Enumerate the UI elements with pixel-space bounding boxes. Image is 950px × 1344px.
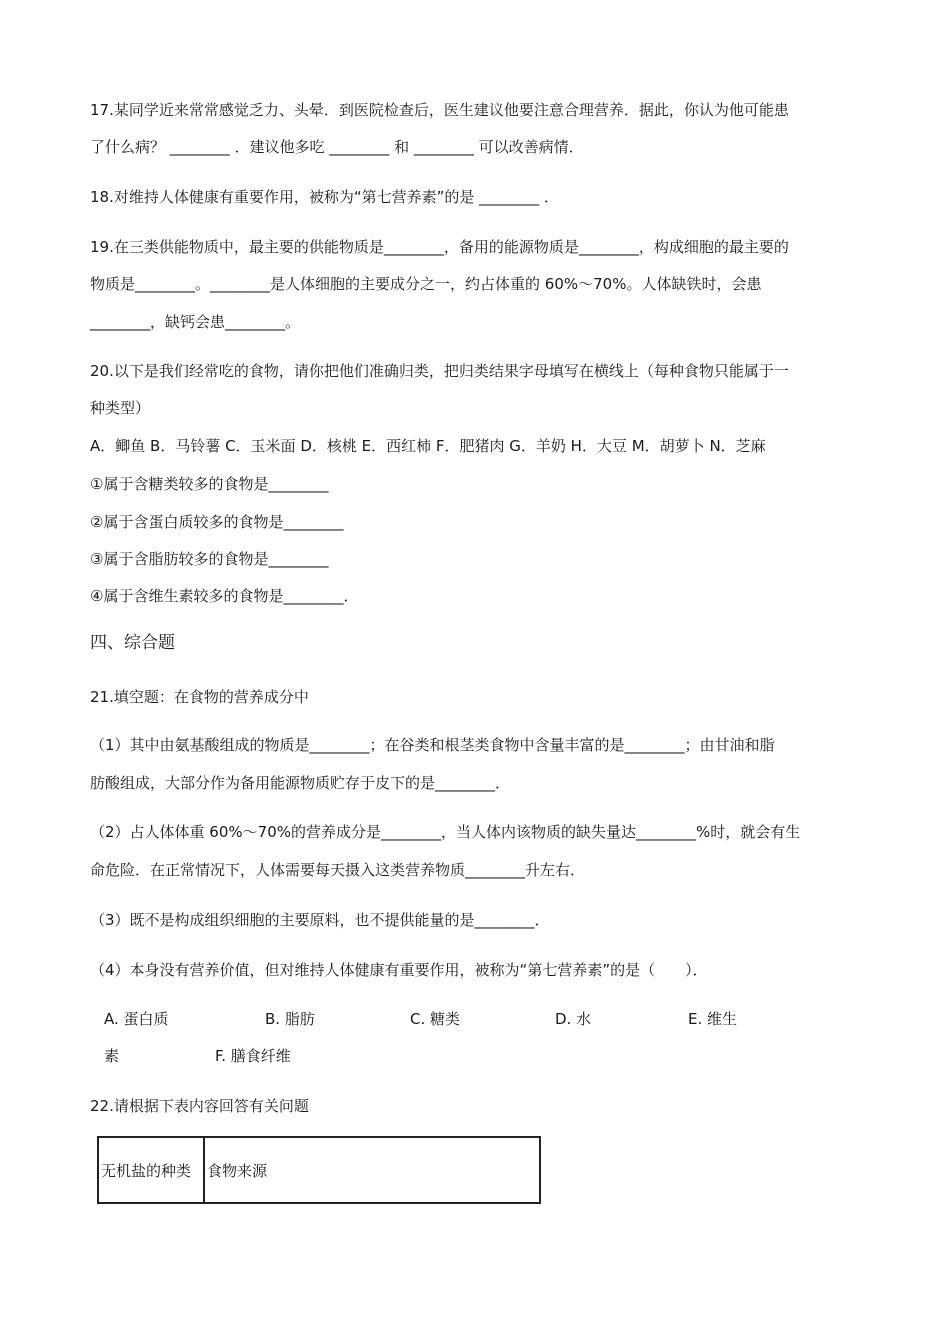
option-f: F. 膳食纤维 [215,1047,291,1065]
option-e: E. 维生 [688,1010,738,1028]
q21-part2-line-2: 命危险．在正常情况下，人体需要每天摄入这类营养物质________升左右． [90,861,586,879]
q17-line-2: 了什么病？ ________ ．建议他多吃 ________ 和 ________ 可以改善病情． [90,138,584,156]
q20-line-2: 种类型） [90,399,151,417]
mineral-table [97,1136,541,1204]
table-row [98,1137,540,1203]
q19-line-3: ________，缺钙会患________。 [90,313,301,331]
q19-line-2: 物质是________。________是人体细胞的主要成分之一，约占体重的 60%～70%。人体缺铁时，会患 [90,275,762,293]
q20-item-3: ③属于含脂肪较多的食物是________ [90,550,329,568]
q21-part3-line: （3）既不是构成组织细胞的主要原料，也不提供能量的是________． [90,911,550,929]
option-c: C. 糖类 [410,1010,461,1028]
q20-item-2: ②属于含蛋白质较多的食物是________ [90,513,344,531]
option-d: D. 水 [555,1010,592,1028]
q20-foods: A．鲫鱼 B．马铃薯 C．玉米面 D．核桃 E．西红柿 F．肥猪肉 G．羊奶 H．大豆 M．胡萝卜 N．芝麻 [90,437,766,455]
q22-title: 22.请根据下表内容回答有关问题 [90,1097,309,1115]
section-title: 四、综合题 [90,633,175,653]
table-header-food-source: 食物来源 [204,1137,540,1203]
q21-part1-line-1: （1）其中由氨基酸组成的物质是________；在谷类和根茎类食物中含量丰富的是________；由甘油和脂 [90,736,775,754]
table-header-mineral-type: 无机盐的种类 [98,1137,204,1203]
q20-item-1: ①属于含糖类较多的食物是________ [90,475,329,493]
q20-line-1: 20.以下是我们经常吃的食物，请你把他们准确归类，把归类结果字母填写在横线上（每种食物只能属于一 [90,362,789,380]
q21-part2-line-1: （2）占人体体重 60%～70%的营养成分是________，当人体内该物质的缺失量达________%时，就会有生 [90,823,801,841]
option-e-cont: 素 [104,1047,120,1065]
q19-line-1: 19.在三类供能物质中，最主要的供能物质是________，备用的能源物质是________，构成细胞的最主要的 [90,238,789,256]
option-b: B. 脂肪 [265,1010,315,1028]
q20-item-4: ④属于含维生素较多的食物是________． [90,587,359,605]
q21-part1-line-2: 肪酸组成，大部分作为备用能源物质贮存于皮下的是________． [90,774,511,792]
q17-line-1: 17.某同学近来常常感觉乏力、头晕．到医院检查后，医生建议他要注意合理营养．据此，你认为他可能患 [90,101,789,119]
q18-line: 18.对维持人体健康有重要作用，被称为“第七营养素”的是 ________ ． [90,188,559,206]
q21-title: 21.填空题：在食物的营养成分中 [90,688,309,706]
q21-part4-line: （4）本身没有营养价值，但对维持人体健康有重要作用，被称为“第七营养素”的是（ ）． [90,961,708,979]
option-a: A. 蛋白质 [104,1010,169,1028]
